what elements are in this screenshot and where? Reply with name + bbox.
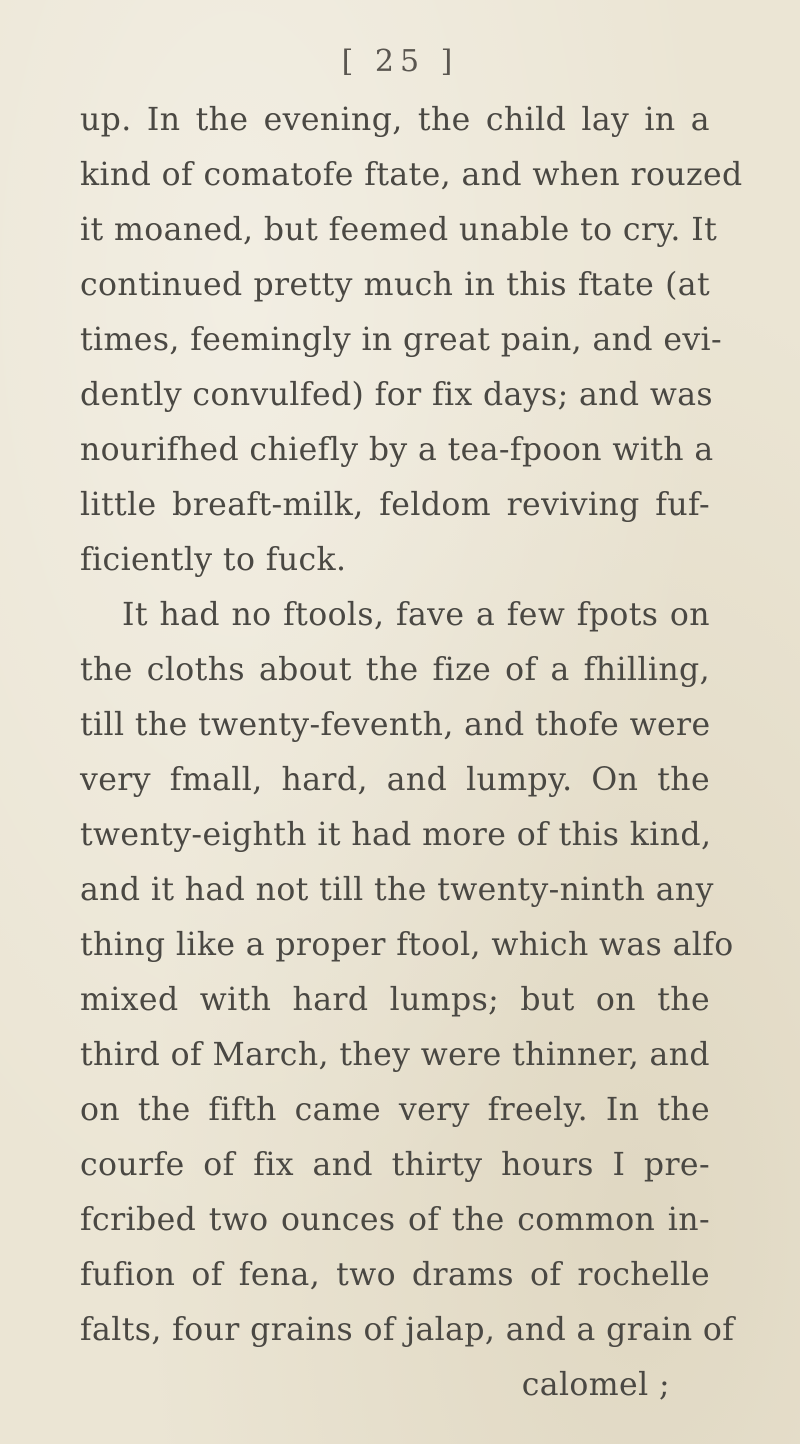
- text-line: falts, four grains of jalap, and a grain of: [80, 1312, 735, 1348]
- text-line: courfe of fix and thirty hours I pre-: [80, 1147, 710, 1183]
- text-line: little breaft-milk, feldom reviving fuf-: [80, 487, 710, 523]
- text-line: twenty-eighth it had more of this kind,: [80, 817, 712, 853]
- text-line: third of March, they were thinner, and: [80, 1037, 710, 1073]
- paragraph-start-line: It had no ftools, fave a few fpots on: [122, 597, 710, 633]
- text-line: nourifhed chiefly by a tea-fpoon with a: [80, 432, 714, 468]
- text-line: times, feemingly in great pain, and evi-: [80, 322, 723, 358]
- text-line: thing like a proper ftool, which was alfo: [80, 927, 734, 963]
- text-line: up. In the evening, the child lay in a: [80, 102, 710, 138]
- body-text: [80, 93, 743, 1413]
- text-line: ficiently to fuck.: [80, 542, 347, 578]
- text-line: and it had not till the twenty-ninth any: [80, 872, 714, 908]
- text-line: the cloths about the fize of a fhilling,: [80, 652, 710, 688]
- catchword: calomel ;: [521, 1367, 670, 1403]
- text-line: very fmall, hard, and lumpy. On the: [80, 762, 710, 798]
- text-line: on the fifth came very freely. In the: [80, 1092, 710, 1128]
- text-line: kind of comatofe ftate, and when rouzed: [80, 157, 743, 193]
- text-line: it moaned, but feemed unable to cry. It: [80, 212, 718, 248]
- text-line: mixed with hard lumps; but on the: [80, 982, 710, 1018]
- page-number: [ 25 ]: [341, 44, 459, 79]
- text-line: dently convulfed) for fix days; and was: [80, 377, 713, 413]
- text-line: continued pretty much in this ftate (at: [80, 267, 710, 303]
- text-line: till the twenty-feventh, and thofe were: [80, 707, 711, 743]
- text-line: fcribed two ounces of the common in-: [80, 1202, 710, 1238]
- text-line: fufion of fena, two drams of rochelle: [80, 1257, 710, 1293]
